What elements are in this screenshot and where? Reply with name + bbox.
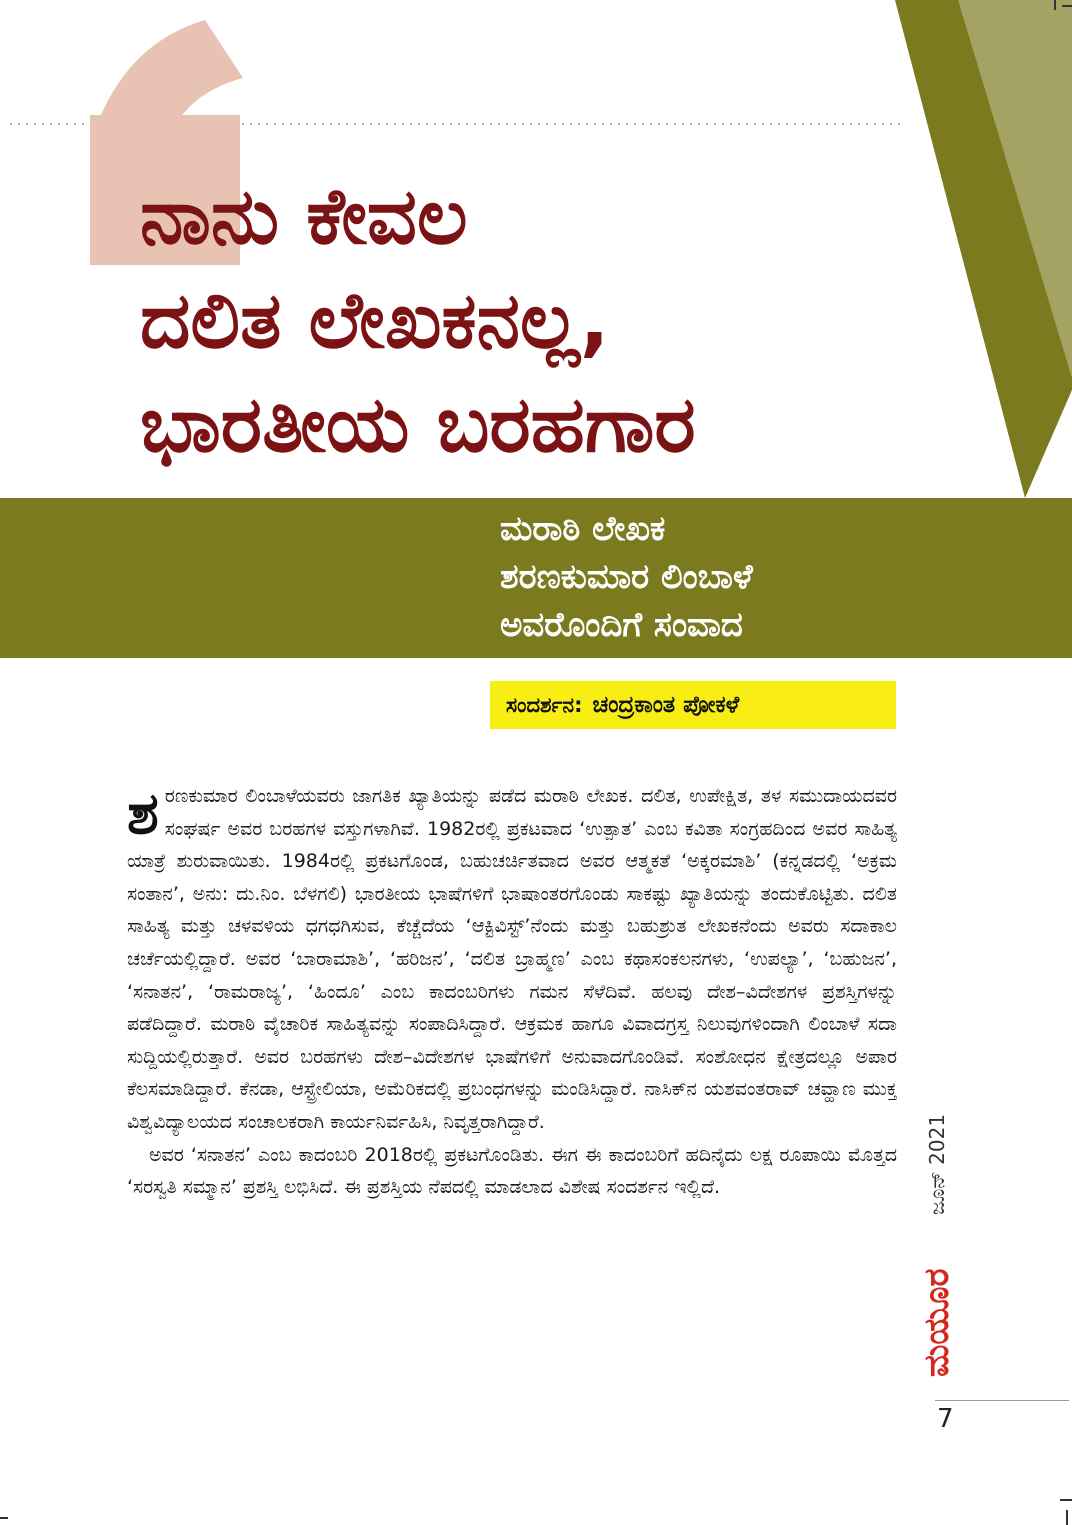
headline <box>140 165 940 477</box>
interviewer-byline <box>490 681 896 729</box>
page-number: 7 <box>937 1404 954 1434</box>
headline-line-3: ಭಾರತೀಯ ಬರಹಗಾರ <box>140 380 696 470</box>
byline-name: ಚಂದ್ರಕಾಂತ ಪೋಕಳೆ <box>592 692 740 718</box>
subheadline <box>500 505 1020 649</box>
article-body <box>127 780 897 1204</box>
page-number-rule <box>935 1400 1069 1401</box>
magazine-logo: ಮಯೂರ <box>917 1268 957 1377</box>
subheadline-line-2: ಶರಣಕುಮಾರ ಲಿಂಬಾಳೆ <box>500 557 753 597</box>
subheadline-line-1: ಮರಾಠಿ ಲೇಖಕ <box>500 509 666 549</box>
issue-date: ಜೂನ್ 2021 <box>925 1113 949 1215</box>
byline-label: ಸಂದರ್ಶನ: <box>506 692 583 717</box>
paragraph-1-text: ರಣಕುಮಾರ ಲಿಂಬಾಳೆಯವರು ಜಾಗತಿಕ ಖ್ಯಾತಿಯನ್ನು ಪಡೆದ ಮರಾಠಿ ಲೇಖಕ. ದಲಿತ, ಉಪೇಕ್ಷಿತ, ತಳ ಸಮುದಾಯದವರ ಸಂಘರ್ಷ ಅವರ ಬರಹಗಳ ವಸ್ತುಗಳಾಗಿವೆ. 1982ರಲ್ಲಿ ಪ್ರಕಟವಾದ ‘ಉತ್ಪಾತ’ ಎಂಬ ಕವಿತಾ ಸಂಗ್ರಹದಿಂದ ಅವರ ಸಾಹಿತ್ಯ ಯಾತ್ರೆ ಶುರುವಾಯಿತು. 1984ರಲ್ಲಿ ಪ್ರಕಟಗೊಂಡ, ಬಹುಚರ್ಚಿತವಾದ ಅವರ ಆತ್ಮಕತೆ ‘ಅಕ್ಕರಮಾಶಿ’ (ಕನ್ನಡದಲ್ಲಿ ‘ಅಕ್ರಮ ಸಂತಾನ’, ಅನು: ದು.ನಿಂ. ಬೆಳಗಲಿ) ಭಾರತೀಯ ಭಾಷೆಗಳಿಗೆ ಭಾಷಾಂತರಗೊಂಡು ಸಾಕಷ್ಟು ಖ್ಯಾತಿಯನ್ನು ತಂದುಕೊಟ್ಟಿತು. ದಲಿತ ಸಾಹಿತ್ಯ ಮತ್ತು ಚಳವಳಿಯ ಧಗಧಗಿಸುವ, ಕೆಚ್ಚೆದೆಯ ‘ಆಕ್ಟಿವಿಸ್ಟ್’ನೆಂದು ಮತ್ತು ಬಹುಶ್ರುತ ಲೇಖಕನೆಂದು ಅವರು ಸದಾಕಾಲ ಚರ್ಚೆಯಲ್ಲಿದ್ದಾರೆ. ಅವರ ‘ಬಾರಾಮಾಶಿ’, ‘ಹರಿಜನ’, ‘ದಲಿತ ಬ್ರಾಹ್ಮಣ’ ಎಂಬ ಕಥಾಸಂಕಲನಗಳು, ‘ಉಪಲ್ಯಾ’, ‘ಬಹುಜನ’, ‘ಸನಾತನ’, ‘ರಾಮರಾಜ್ಯ’, ‘ಹಿಂದೂ’ ಎಂಬ ಕಾದಂಬರಿಗಳು ಗಮನ ಸೆಳೆದಿವೆ. ಹಲವು ದೇಶ–ವಿದೇಶಗಳ ಪ್ರಶಸ್ತಿಗಳನ್ನು ಪಡೆದಿದ್ದಾರೆ. ಮರಾಠಿ ವೈಚಾರಿಕ ಸಾಹಿತ್ಯವನ್ನು ಸಂಪಾದಿಸಿದ್ದಾರೆ. ಆಕ್ರಮಕ ಹಾಗೂ ವಿವಾದಗ್ರಸ್ತ ನಿಲುವುಗಳಿಂದಾಗಿ ಲಿಂಬಾಳೆ ಸದಾ ಸುದ್ದಿಯಲ್ಲಿರುತ್ತಾರೆ. ಅವರ ಬರಹಗಳು ದೇಶ–ವಿದೇಶಗಳ ಭಾಷೆಗಳಿಗೆ ಅನುವಾದಗೊಂಡಿವೆ. ಸಂಶೋಧನ ಕ್ಷೇತ್ರದಲ್ಲೂ ಅಪಾರ ಕೆಲಸಮಾಡಿದ್ದಾರೆ. ಕೆನಡಾ, ಆಸ್ಟ್ರೇಲಿಯಾ, ಅಮೆರಿಕದಲ್ಲಿ ಪ್ರಬಂಧಗಳನ್ನು ಮಂಡಿಸಿದ್ದಾರೆ. ನಾಸಿಕ್‌ನ ಯಶವಂತರಾವ್ ಚವ್ಹಾಣ ಮುಕ್ತ ವಿಶ್ವವಿದ್ಯಾಲಯದ ಸಂಚಾಲಕರಾಗಿ ಕಾರ್ಯನಿರ್ವಹಿಸಿ, ನಿವೃತ್ತರಾಗಿದ್ದಾರೆ. <box>127 785 897 1133</box>
drop-cap: ಶ <box>127 779 159 847</box>
headline-line-2: ದಲಿತ ಲೇಖಕನಲ್ಲ, <box>140 276 610 366</box>
subheadline-line-3: ಅವರೊಂದಿಗೆ ಸಂವಾದ <box>500 605 743 645</box>
headline-line-1: ನಾನು ಕೇವಲ <box>140 172 468 262</box>
article-paragraph-1 <box>127 780 897 1139</box>
article-paragraph-2: ಅವರ ‘ಸನಾತನ’ ಎಂಬ ಕಾದಂಬರಿ 2018ರಲ್ಲಿ ಪ್ರಕಟಗೊಂಡಿತು. ಈಗ ಈ ಕಾದಂಬರಿಗೆ ಹದಿನೈದು ಲಕ್ಷ ರೂಪಾಯಿ ಮೊತ್ತದ ‘ಸರಸ್ವತಿ ಸಮ್ಮಾನ’ ಪ್ರಶಸ್ತಿ ಲಭಿಸಿದೆ. ಈ ಪ್ರಶಸ್ತಿಯ ನೆಪದಲ್ಲಿ ಮಾಡಲಾದ ವಿಶೇಷ ಸಂದರ್ಶನ ಇಲ್ಲಿದೆ. <box>127 1143 897 1199</box>
